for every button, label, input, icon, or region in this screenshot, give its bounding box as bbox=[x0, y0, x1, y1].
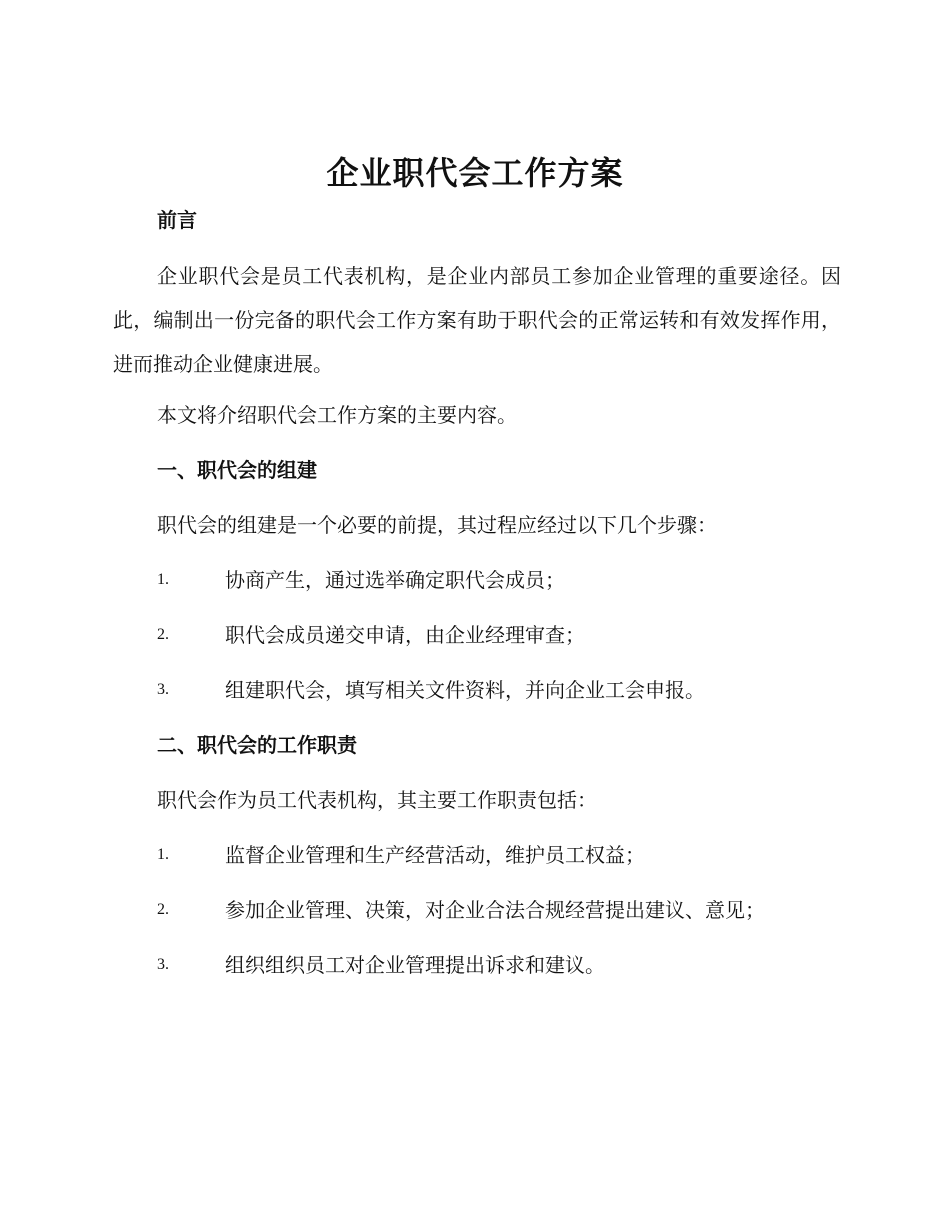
section-lead-duties: 职代会作为员工代表机构，其主要工作职责包括： bbox=[157, 788, 597, 812]
list-item-text: 参加企业管理、决策，对企业合法合规经营提出建议、意见； bbox=[225, 898, 765, 922]
section-heading-formation: 一、职代会的组建 bbox=[157, 458, 317, 482]
list-item-text: 职代会成员递交申请，由企业经理审查； bbox=[225, 623, 585, 647]
list-item-text: 组织组织员工对企业管理提出诉求和建议。 bbox=[225, 953, 605, 977]
list-item-number: 1. bbox=[157, 571, 169, 588]
document-title: 企业职代会工作方案 bbox=[326, 154, 624, 192]
preface-heading: 前言 bbox=[157, 208, 197, 232]
list-item-number: 2. bbox=[157, 626, 169, 643]
preface-paragraph: 企业职代会是员工代表机构，是企业内部员工参加企业管理的重要途径。因此，编制出一份完备的职代会工作方案有助于职代会的正常运转和有效发挥作用，进而推动企业健康进展。 bbox=[113, 264, 841, 376]
section-lead-formation: 职代会的组建是一个必要的前提，其过程应经过以下几个步骤： bbox=[157, 513, 717, 537]
intro-sentence: 本文将介绍职代会工作方案的主要内容。 bbox=[157, 403, 517, 427]
list-item-text: 协商产生，通过选举确定职代会成员； bbox=[225, 568, 565, 592]
list-item-text: 组建职代会，填写相关文件资料，并向企业工会申报。 bbox=[225, 678, 705, 702]
section-heading-duties: 二、职代会的工作职责 bbox=[157, 733, 357, 757]
list-item-number: 2. bbox=[157, 901, 169, 918]
list-item-number: 1. bbox=[157, 846, 169, 863]
list-item-text: 监督企业管理和生产经营活动，维护员工权益； bbox=[225, 843, 645, 867]
list-item-number: 3. bbox=[157, 956, 169, 973]
list-item-number: 3. bbox=[157, 681, 169, 698]
